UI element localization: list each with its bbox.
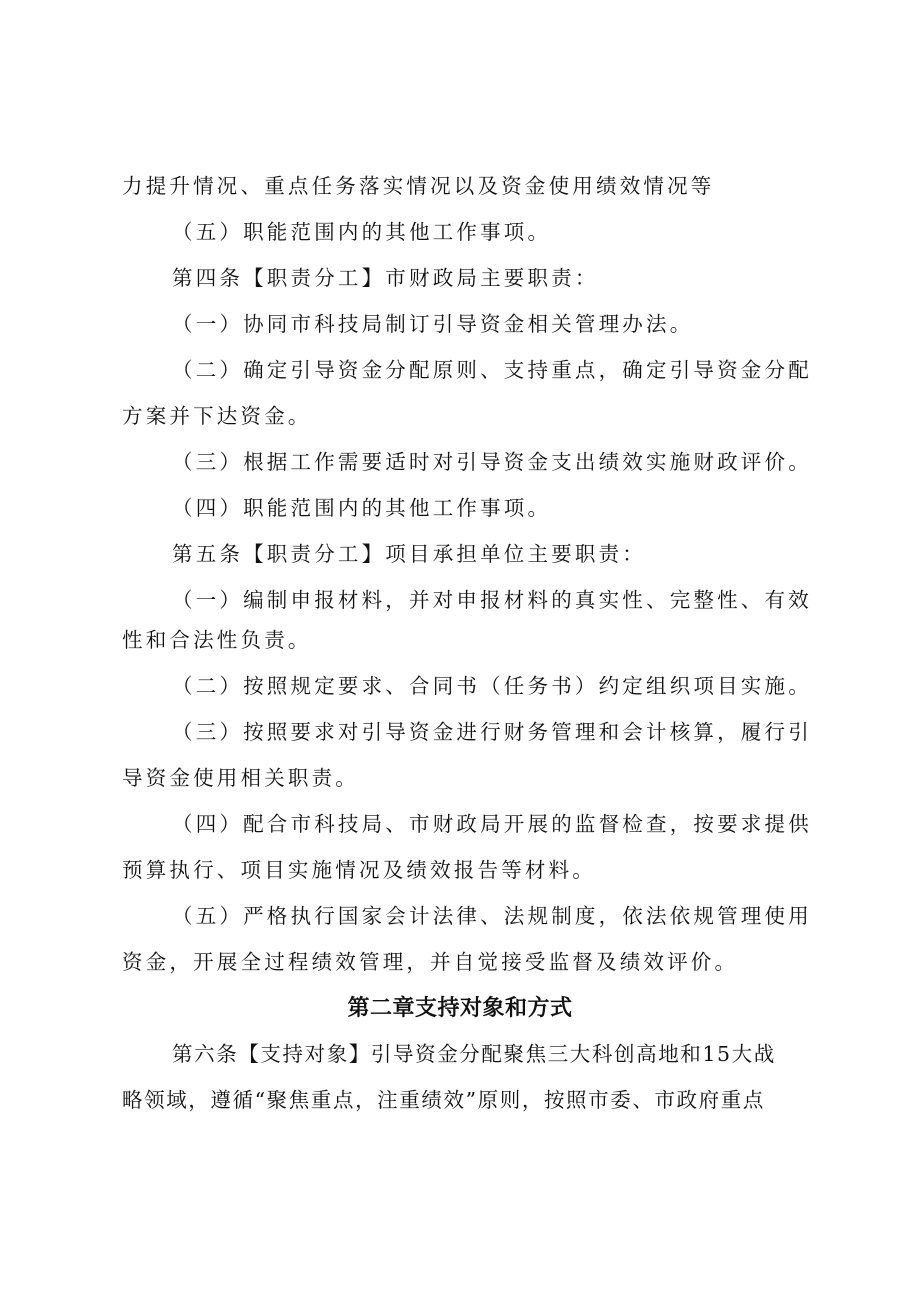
paragraph-line: （五）职能范围内的其他工作事项。 [172,220,552,244]
paragraph-line: （五）严格执行国家会计法律、法规制度，依法依规管理使用 [172,904,812,928]
paragraph-line: 导资金使用相关职责。 [122,766,359,790]
paragraph-line: （四）职能范围内的其他工作事项。 [172,496,552,520]
paragraph-line: 预算执行、项目实施情况及绩效报告等材料。 [122,858,596,882]
paragraph-line: 略领域，遵循“聚焦重点，注重绩效”原则，按照市委、市政府重点 [122,1088,765,1112]
paragraph-line: （二）按照规定要求、合同书（任务书）约定组织项目实施。 [172,674,812,698]
chapter-heading: 第二章支持对象和方式 [347,996,573,1021]
paragraph-line: （三）按照要求对引导资金进行财务管理和会计核算，履行引 [172,720,812,744]
paragraph-line: （一）协同市科技局制订引导资金相关管理办法。 [172,312,694,336]
paragraph-line: 资金，开展全过程绩效管理，并自觉接受监督及绩效评价。 [122,950,739,974]
paragraph-line: （一）编制申报材料，并对申报材料的真实性、完整性、有效 [172,588,812,612]
article-heading-line: 第六条【支持对象】引导资金分配聚焦三大科创高地和15大战 [172,1042,776,1066]
paragraph-line: 方案并下达资金。 [122,404,312,428]
paragraph-line: 性和合法性负责。 [122,628,312,652]
paragraph-line: （三）根据工作需要适时对引导资金支出绩效实施财政评价。 [172,450,812,474]
paragraph-line: （二）确定引导资金分配原则、支持重点，确定引导资金分配 [172,358,812,382]
paragraph-line: （四）配合市科技局、市财政局开展的监督检查，按要求提供 [172,812,812,836]
paragraph-line: 力提升情况、重点任务落实情况以及资金使用绩效情况等 [122,174,715,198]
article-heading-line: 第五条【职责分工】项目承担单位主要职责： [172,542,646,566]
article-heading-line: 第四条【职责分工】市财政局主要职责： [172,266,599,290]
